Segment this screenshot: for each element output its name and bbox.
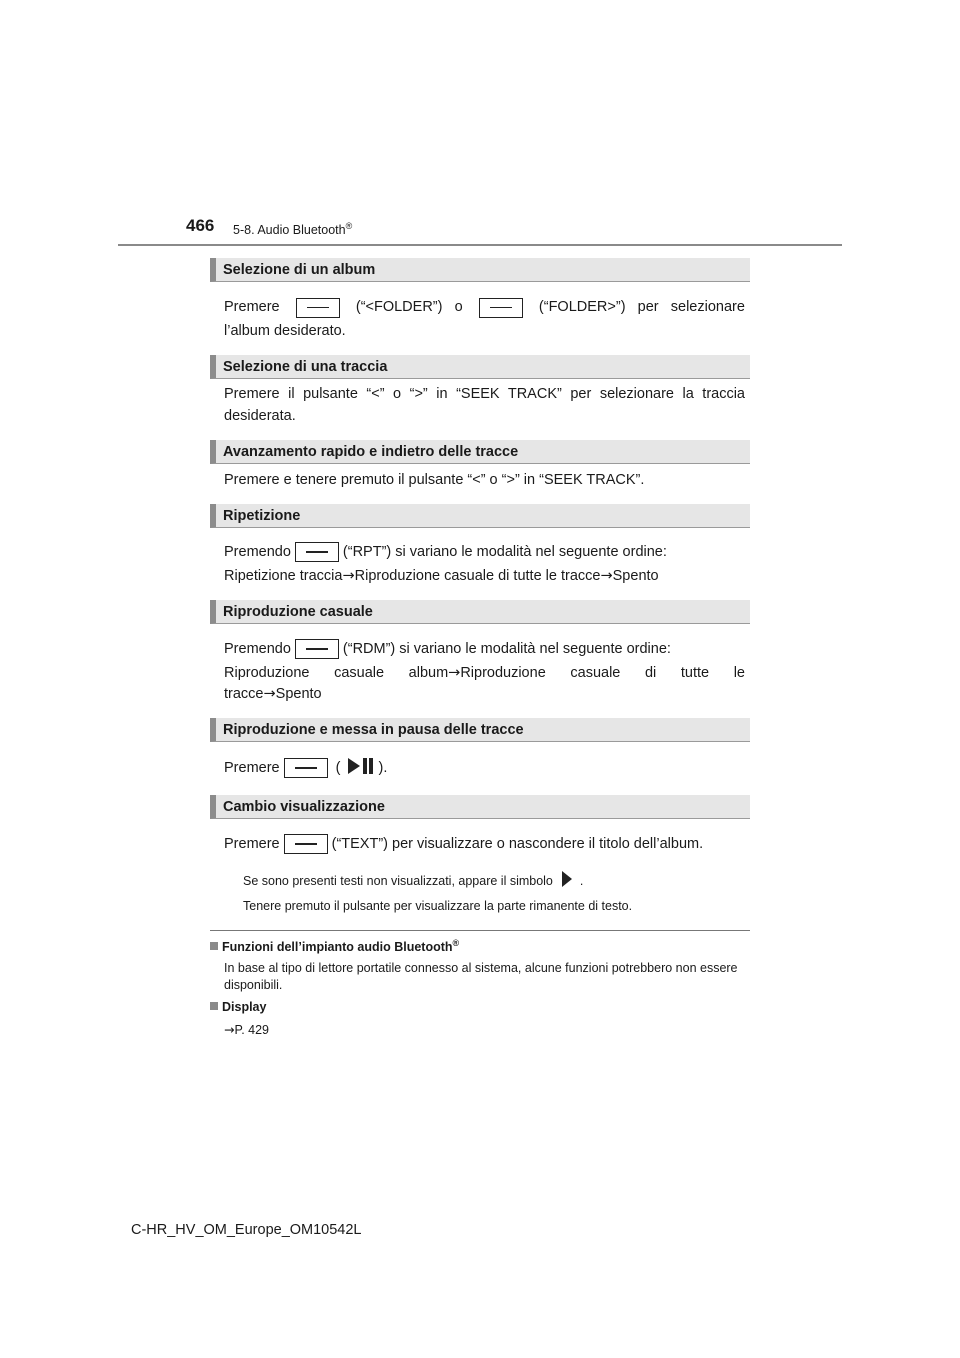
heading-display: Cambio visualizzazione	[210, 795, 750, 819]
album-line1: Premere (“<FOLDER”) o (“FOLDER>”) per selezionare	[224, 296, 745, 319]
more-text-icon	[556, 869, 576, 894]
play-pause-button[interactable]	[284, 758, 328, 778]
track-line2: desiderata.	[224, 408, 296, 424]
folder-up-button[interactable]	[479, 298, 523, 318]
repeat-line1: Premendo (“RPT”) si variano le modalità nel seguente ordine:	[224, 541, 745, 564]
play-pause-icon	[345, 756, 375, 784]
note-heading-functions: Funzioni dell’impianto audio Bluetooth®	[210, 938, 459, 954]
note-text-functions: In base al tipo di lettore portatile connesso al sistema, alcune funzioni potrebbero non essere disponibili.	[224, 961, 738, 992]
seek-line1: Premere e tenere premuto il pulsante “<” o “>” in “SEEK TRACK”.	[224, 472, 645, 488]
track-line1: Premere il pulsante “<” o “>” in “SEEK TRACK” per selezionare la traccia	[224, 386, 745, 402]
heading-album: Selezione di un album	[210, 258, 750, 282]
rpt-button[interactable]	[295, 542, 339, 562]
display-note2: Tenere premuto il pulsante per visualizzare la parte rimanente di testo.	[243, 899, 633, 913]
heading-seek: Avanzamento rapido e indietro delle tracce	[210, 440, 750, 464]
heading-random: Riproduzione casuale	[210, 600, 750, 624]
album-line2: l’album desiderato.	[224, 323, 346, 339]
square-bullet-icon	[210, 1002, 218, 1010]
display-note1: Se sono presenti testi non visualizzati, appare il simbolo .	[243, 869, 743, 894]
heading-track: Selezione di una traccia	[210, 355, 750, 379]
section-label: 5-8. Audio Bluetooth®	[233, 221, 353, 238]
note-heading-display: Display	[210, 1000, 266, 1014]
notes-rule	[210, 930, 750, 931]
folder-down-button[interactable]	[296, 298, 340, 318]
page-number: 466	[186, 216, 215, 235]
rdm-button[interactable]	[295, 639, 339, 659]
footer-code: C-HR_HV_OM_Europe_OM10542L	[131, 1222, 362, 1238]
play-pause-line1: Premere ( ).	[224, 756, 745, 784]
text-button[interactable]	[284, 834, 328, 854]
repeat-line2: Ripetizione traccia→Riproduzione casuale di tutte le tracce→Spento	[224, 568, 659, 584]
heading-play-pause: Riproduzione e messa in pausa delle tracce	[210, 718, 750, 742]
heading-repeat: Ripetizione	[210, 504, 750, 528]
square-bullet-icon	[210, 942, 218, 950]
random-line3: tracce→Spento	[224, 686, 322, 702]
header-rule	[118, 244, 842, 246]
display-line1: Premere (“TEXT”) per visualizzare o nascondere il titolo dell’album.	[224, 833, 745, 856]
random-line1: Premendo (“RDM”) si variano le modalità nel seguente ordine:	[224, 638, 745, 661]
note-link-display[interactable]: →P. 429	[224, 1022, 270, 1037]
random-line2: Riproduzione casuale album→Riproduzione casuale di tutte le	[224, 665, 745, 681]
